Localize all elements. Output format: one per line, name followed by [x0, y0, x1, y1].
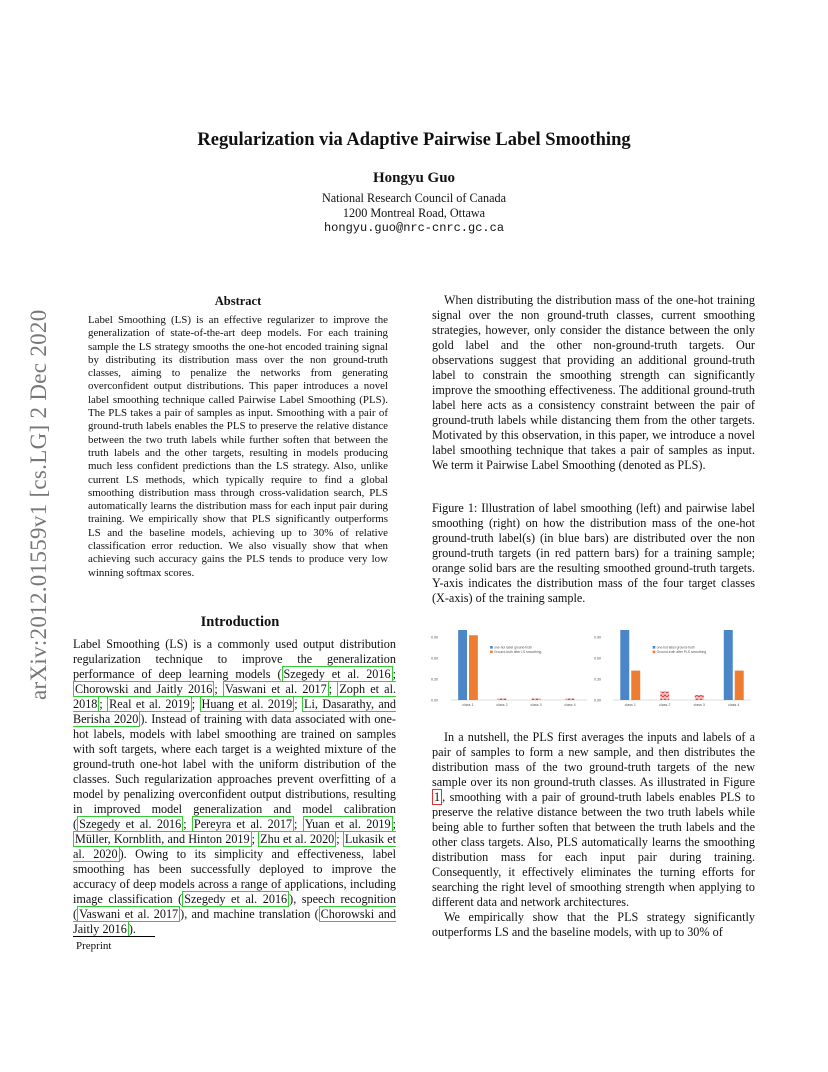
citation-link[interactable]: Szegedy et al. 2016	[283, 667, 391, 681]
figure-1-charts	[427, 618, 757, 714]
right-column-paragraph-1: When distributing the distribution mass of the one-hot training signal over the non ground-truth classes, current smoothing strategies, however, only consider the distance between the only gold label and the other non-ground-truth targets. Our observations suggest that providing an additional ground-truth label to constrain the smoothing strength can significantly improve the smoothing effectiveness. The additional ground-truth label here acts as a consistency constraint between the pair of ground-truth labels while distancing them from the other targets. Motivated by this observation, in this paper, we introduce a novel label smoothing technique that takes a pair of samples as input. We term it Pairwise Label Smoothing (denoted as PLS).	[432, 293, 755, 472]
citation-link[interactable]: Vaswani et al. 2017	[224, 682, 327, 696]
footnote-rule	[73, 936, 155, 937]
y-tick-label: 0.60	[594, 656, 601, 661]
bar-distributed-mass	[566, 698, 575, 700]
x-tick-label: class 1	[462, 703, 474, 707]
citation-link[interactable]: Chorowski and Jaitly 2016	[75, 682, 213, 696]
legend-swatch	[653, 646, 656, 649]
affiliation-line-2: 1200 Montreal Road, Ottawa	[342, 206, 486, 220]
introduction-paragraph: Label Smoothing (LS) is a commonly used output distribution regularization technique to improve the generalization performance of deep learning models ( Szegedy et al. 2016 ; Chorowski and Jaitly 2016 ; Vaswani et al. 2017 ; Zoph et al. 2018 ; Real et al. 2019 ; Huang et al. 2019 ; Li, Dasarathy, and Berisha 2020 ). Instead of training with data associated with one-hot labels, models with label smoothing are trained on samples with soft targets, where each target is a weighted mixture of the ground-truth one-hot label with the uniform distribution of the classes. Such regularization approaches prevent overfitting of a model by penalizing overconfident output distributions, resulting in improved model generalization and model calibration ( Szegedy et al. 2016 ; Pereyra et al. 2017 ; Yuan et al. 2019 ; Müller, Kornblith, and Hinton 2019 ; Zhu et al. 2020 ; Lukasik et al. 2020 ). Owing to its simplicity and effectiveness, label smoothing has been successfully deployed to improve the accuracy of deep models across a range of applications, including image classification ( Szegedy et al. 2016 ), speech recognition ( Vaswani et al. 2017 ), and machine translation ( Chorowski and Jaitly 2016 ).	[73, 637, 397, 936]
y-tick-label: 0.00	[594, 698, 601, 703]
author-name: Hongyu Guo	[372, 170, 456, 186]
y-tick-label: 0.00	[431, 698, 438, 703]
right-column-paragraphs	[432, 730, 755, 940]
legend-swatch	[490, 646, 493, 649]
y-tick-label: 0.30	[431, 677, 438, 682]
bar-onehot	[724, 630, 733, 700]
citation-link[interactable]: Lukasik et al. 2020	[73, 832, 397, 861]
bar-distributed-mass	[695, 695, 704, 700]
citation-link[interactable]: Li, Dasarathy, and Berisha 2020	[73, 697, 396, 726]
bar-onehot	[458, 630, 467, 700]
x-tick-label: class 4	[564, 703, 576, 707]
bar-distributed-mass	[498, 698, 507, 700]
bar-smoothed	[469, 635, 478, 700]
y-tick-label: 0.90	[431, 635, 438, 640]
citation-link[interactable]: Zhu et al. 2020	[260, 832, 335, 846]
figure-reference-link[interactable]: 1	[434, 790, 441, 804]
x-tick-label: class 2	[496, 703, 508, 707]
bar-smoothed	[631, 671, 640, 700]
citation-link[interactable]: Szegedy et al. 2016	[184, 892, 288, 906]
paper-title: Regularization via Adaptive Pairwise Label Smoothing	[197, 130, 631, 150]
citation-link[interactable]: Zoph et al. 2018	[73, 682, 397, 711]
right-column-paragraph-3: We empirically show that the PLS strategy significantly outperforms LS and the baseline models, with up to 30% of	[432, 910, 755, 939]
citation-link[interactable]: Szegedy et al. 2016	[79, 817, 182, 831]
introduction-heading: Introduction	[200, 614, 280, 630]
x-tick-label: class 1	[624, 703, 636, 707]
x-tick-label: class 4	[728, 703, 740, 707]
y-tick-label: 0.90	[594, 635, 601, 640]
legend-label: Ground-truth after LS smoothing	[494, 650, 542, 654]
right-column-paragraph-2: In a nutshell, the PLS first averages the inputs and labels of a pair of samples to form a new sample, and then distributes the distribution mass of the two ground-truth targets of the new sample over its non ground-truth classes. As illustrated in Figure 1 , smoothing with a pair of ground-truth labels enables PLS to preserve the relative distance between the two truth labels while being able to further soften that between the truth labels and the other class targets. Also, PLS automatically learns the smoothing distribution mass for each input pair during training. Consequently, it effectively eliminates the turning efforts for searching the right level of smoothing strength when applying to different data and network architectures.	[432, 730, 755, 909]
y-tick-label: 0.60	[431, 656, 438, 661]
citation-link[interactable]: Müller, Kornblith, and Hinton 2019	[75, 832, 250, 846]
legend-swatch	[653, 651, 656, 654]
x-tick-label: class 3	[530, 703, 542, 707]
bar-onehot	[620, 630, 629, 700]
citation-link[interactable]: Huang et al. 2019	[201, 697, 293, 711]
abstract-text: Label Smoothing (LS) is an effective regularizer to improve the generalization of state-of-the-art deep models. For each training sample the LS strategy smooths the one-hot encoded training signal by distributing its distribution mass over the non ground-truth classes, aiming to penalize the networks from generating overconfident output distributions. This paper introduces a novel label smoothing technique called Pairwise Label Smoothing (PLS). The PLS takes a pair of samples as input. Smoothing with a pair of ground-truth labels enables the PLS to preserve the relative distance between the two truth labels while further soften that between the truth labels and the other targets, resulting in models producing much less confident predictions than the LS strategy. Also, unlike current LS methods, which typically require to find a global smoothing distribution mass through cross-validation search, PLS automatically learns the distribution mass for each input pair during training. We empirically show that PLS significantly outperforms LS and the baseline models, achieving up to 30% of relative classification error reduction. We also visually show that when achieving such accuracy gains the PLS tends to produce very low winning softmax scores.	[88, 314, 388, 579]
affiliation-line-1: National Research Council of Canada	[321, 191, 507, 205]
author-email[interactable]: hongyu.guo@nrc-cnrc.gc.ca	[323, 221, 505, 235]
bar-distributed-mass	[532, 698, 541, 700]
legend-swatch	[490, 651, 493, 654]
arxiv-identifier: arXiv:2012.01559v1 [cs.LG] 2 Dec 2020	[26, 309, 51, 701]
figure-1-caption: Figure 1: Illustration of label smoothing (left) and pairwise label smoothing (right) on how the distribution mass of the one-hot ground-truth label(s) (in blue bars) are distributed over the non ground-truth targets (in red pattern bars) for a training sample; orange solid bars are the resulting smoothed ground-truth targets. Y-axis indicates the distribution mass of the four target classes (X-axis) of the training sample.	[432, 501, 755, 605]
citation-link[interactable]: Chorowski and Jaitly 2016	[73, 907, 396, 936]
citation-link[interactable]: Pereyra et al. 2017	[193, 817, 293, 831]
bar-distributed-mass	[660, 692, 669, 700]
legend-label: one-hot label ground-truth	[494, 645, 533, 650]
citation-link[interactable]: Yuan et al. 2019	[304, 817, 391, 831]
citation-link[interactable]: Vaswani et al. 2017	[79, 907, 179, 921]
x-tick-label: class 2	[659, 703, 671, 707]
figure-1	[427, 618, 757, 714]
x-tick-label: class 3	[693, 703, 705, 707]
y-tick-label: 0.30	[594, 677, 601, 682]
abstract-heading: Abstract	[214, 294, 262, 308]
legend-label: Ground-truth after PLS smoothing	[656, 650, 707, 654]
citation-link[interactable]: Real et al. 2019	[109, 697, 190, 711]
legend-label: one-hot label ground-truth	[656, 645, 695, 650]
footnote-text: Preprint	[76, 940, 112, 952]
bar-smoothed	[735, 671, 744, 700]
